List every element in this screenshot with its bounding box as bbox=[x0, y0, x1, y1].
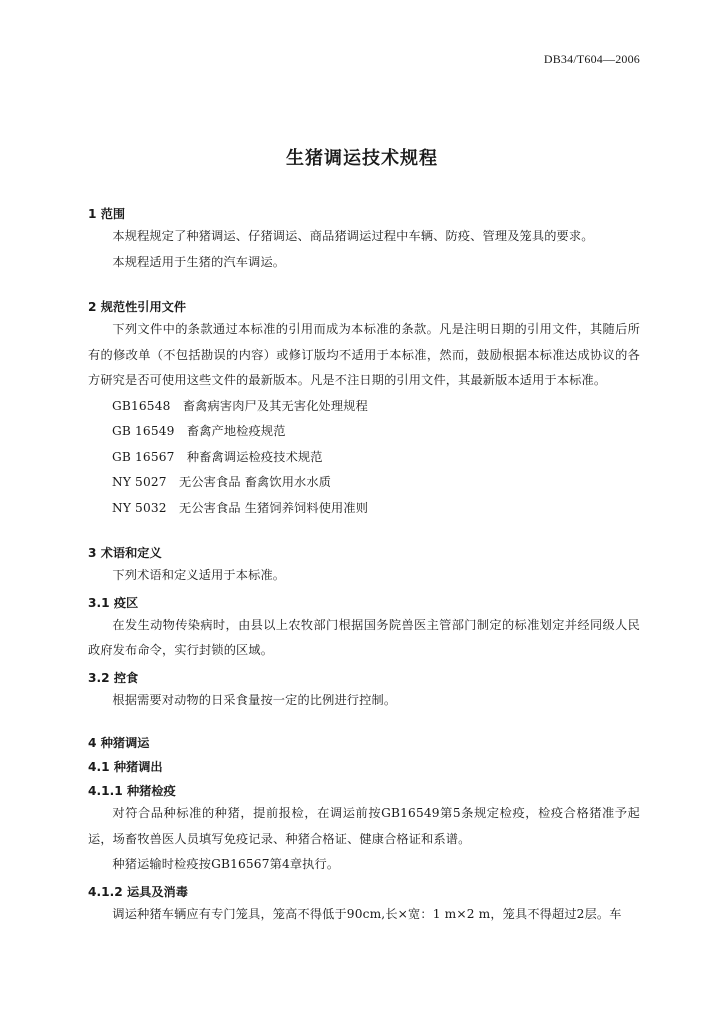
reference-item: GB 16567 种畜禽调运检疫技术规范 bbox=[112, 449, 323, 464]
paragraph: 种猪运输时检疫按GB16567第4章执行。 bbox=[112, 857, 340, 871]
paragraph: 对符合品种标准的种猪，提前报检，在调运前按GB16549第5条规定检疫，检疫合格猪准予起运，场畜牧兽医人员填写免疫记录、种猪合格证、健康合格证和系谱。 bbox=[88, 806, 640, 846]
document-body bbox=[88, 204, 640, 927]
paragraph: 本规程规定了种猪调运、仔猪调运、商品猪调运过程中车辆、防疫、管理及笼具的要求。 bbox=[112, 229, 594, 243]
paragraph: 调运种猪车辆应有专门笼具，笼高不得低于90cm,长×宽：1 m×2 m，笼具不得超过2层。车 bbox=[112, 906, 622, 921]
subsection-heading: 3.2 控食 bbox=[88, 670, 139, 685]
paragraph: 根据需要对动物的日采食量按一定的比例进行控制。 bbox=[112, 692, 397, 707]
document-title: 生猪调运技术规程 bbox=[286, 148, 438, 169]
paragraph: 下列术语和定义适用于本标准。 bbox=[112, 568, 286, 582]
section-heading: 4 种猪调运 bbox=[88, 736, 150, 750]
paragraph: 本规程适用于生猪的汽车调运。 bbox=[112, 254, 286, 269]
subsection-heading: 4.1.1 种猪检疫 bbox=[88, 784, 176, 798]
section-heading: 2 规范性引用文件 bbox=[88, 300, 187, 314]
subsection-heading: 4.1 种猪调出 bbox=[88, 760, 163, 774]
reference-item: NY 5032 无公害食品 生猪饲养饲料使用准则 bbox=[112, 500, 369, 515]
document-code: DB34/T604—2006 bbox=[543, 52, 640, 66]
reference-item: NY 5027 无公害食品 畜禽饮用水水质 bbox=[112, 475, 332, 489]
reference-item: GB16548 畜禽病害肉尸及其无害化处理规程 bbox=[112, 398, 368, 413]
subsection-heading: 3.1 疫区 bbox=[88, 595, 139, 610]
paragraph: 在发生动物传染病时，由县以上农牧部门根据国务院兽医主管部门制定的标准划定并经同级人民政府发布命令，实行封锁的区域。 bbox=[88, 617, 640, 657]
paragraph: 下列文件中的条款通过本标准的引用而成为本标准的条款。凡是注明日期的引用文件，其随后所有的修改单（不包括勘误的内容）或修订版均不适用于本标准，然而，鼓励根据本标准达成协议的各方研究是否可使用这些文件的最新版本。凡是不注日期的引用文件，其最新版本适用于本标准。 bbox=[88, 322, 640, 387]
reference-item: GB 16549 畜禽产地检疫规范 bbox=[112, 424, 286, 438]
subsection-heading: 4.1.2 运具及消毒 bbox=[88, 884, 188, 899]
section-heading: 1 范围 bbox=[88, 207, 126, 221]
section-heading: 3 术语和定义 bbox=[88, 546, 162, 560]
